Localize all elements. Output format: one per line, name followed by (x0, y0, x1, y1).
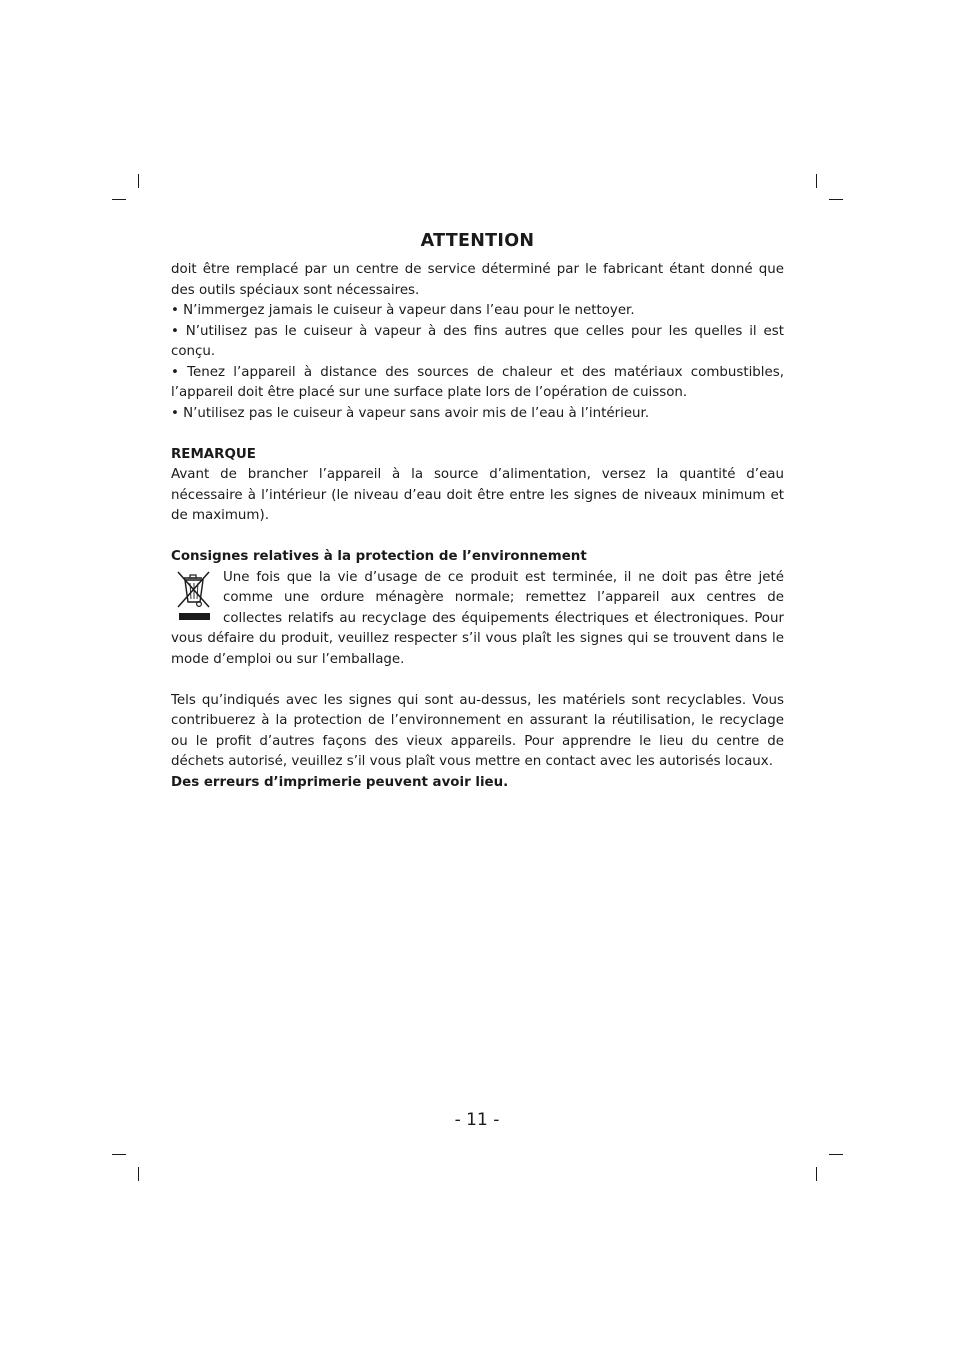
crop-mark-top-left-vertical (138, 174, 139, 188)
crop-mark-bottom-left-horizontal (112, 1154, 126, 1155)
page-number: - 11 - (454, 1110, 500, 1130)
attention-paragraph-5: • N’utilisez pas le cuiseur à vapeur sans avoir mis de l’eau à l’intérieur. (171, 405, 650, 421)
crop-mark-bottom-right-horizontal (829, 1154, 843, 1155)
page-content (171, 226, 784, 793)
printing-errors-note: Des erreurs d’imprimerie peuvent avoir lieu. (171, 774, 509, 790)
page-title: ATTENTION (420, 231, 535, 251)
remarque-heading: REMARQUE (171, 446, 256, 462)
environment-block (171, 568, 784, 671)
remarque-text: Avant de brancher l’appareil à la source d’alimentation, versez la quantité d’eau nécessaire à l’intérieur (le niveau d’eau doit être entre les signes de niveaux minimum et de maximum). (171, 467, 784, 523)
environment-heading: Consignes relatives à la protection de l’environnement (171, 549, 587, 564)
crossed-out-wheeled-bin-icon (171, 569, 215, 627)
crop-mark-top-right-vertical (816, 174, 817, 188)
environment-paragraph-1: Une fois que la vie d’usage de ce produit est terminée, il ne doit pas être jeté comme une ordure ménagère normale; remettez l’appareil aux centres de collectes relatifs au recyclage des équipements électriques et électroniques. Pour vous défaire du produit, veuillez respecter s’il vous plaît les signes qui se trouvent dans le mode d’emploi ou sur l’emballage. (171, 569, 784, 667)
crop-mark-top-left-horizontal (112, 199, 126, 200)
attention-paragraph-2: • N’immergez jamais le cuiseur à vapeur dans l’eau pour le nettoyer. (171, 303, 635, 318)
attention-paragraph-3: • N’utilisez pas le cuiseur à vapeur à des fins autres que celles pour les quelles il est conçu. (171, 323, 784, 359)
attention-paragraph-4: • Tenez l’appareil à distance des sources de chaleur et des matériaux combustibles, l’appareil doit être placé sur une surface plate lors de l’opération de cuisson. (171, 364, 784, 400)
crop-mark-bottom-left-vertical (138, 1167, 139, 1181)
environment-paragraph-2: Tels qu’indiqués avec les signes qui sont au-dessus, les matériels sont recyclables. Vous contribuerez à la protection de l’environnement en assurant la réutilisation, le recyclage ou le profit d’autres façons des vieux appareils. Pour apprendre le lieu du centre de déchets autorisé, veuillez s’il vous plaît vous mettre en contact avec les autorisés locaux. (171, 692, 784, 769)
attention-paragraph-1: doit être remplacé par un centre de service déterminé par le fabricant étant donné que des outils spéciaux sont nécessaires. (171, 262, 784, 298)
crop-mark-bottom-right-vertical (816, 1167, 817, 1181)
crop-mark-top-right-horizontal (829, 199, 843, 200)
